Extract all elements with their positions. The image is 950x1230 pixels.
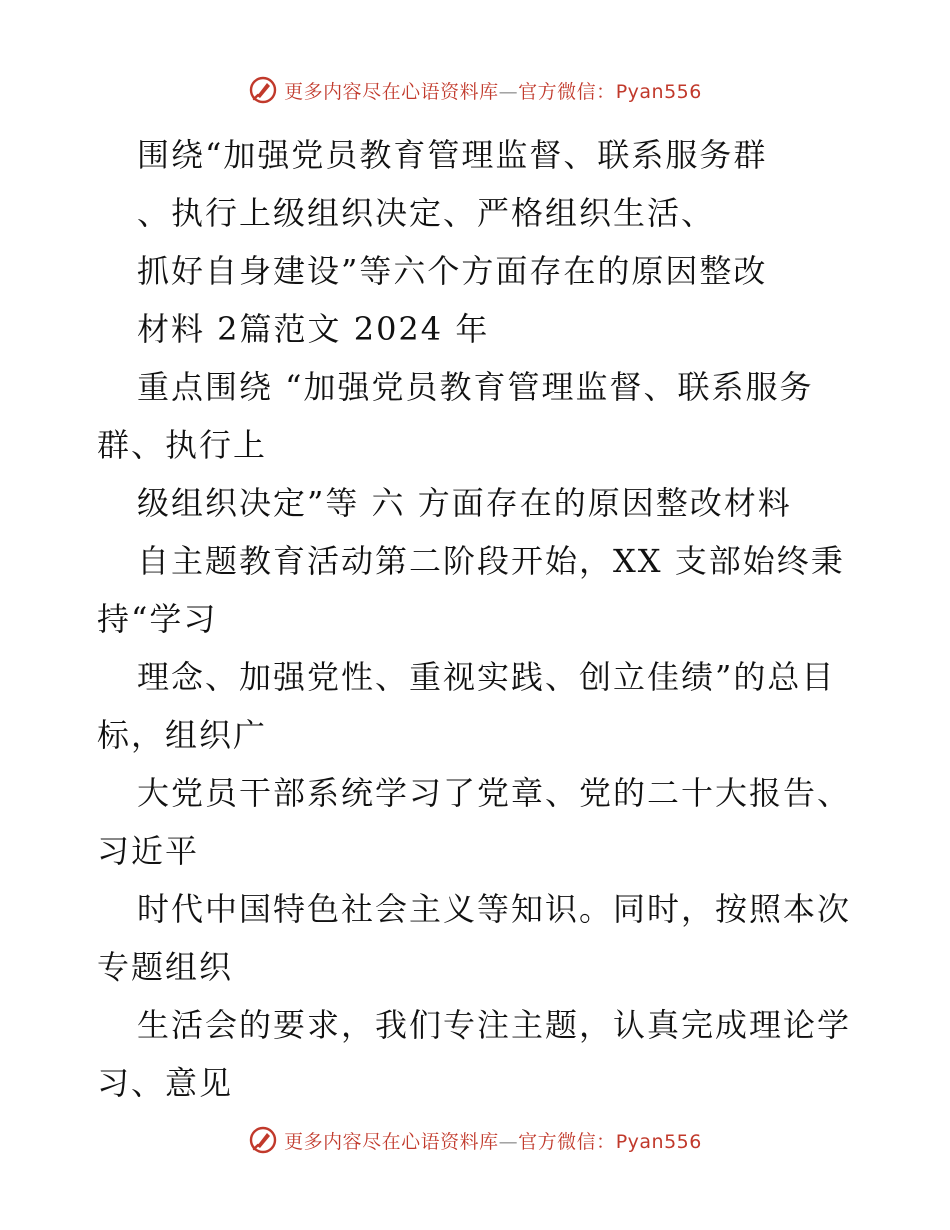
text-line: 群、执行上: [97, 426, 268, 464]
pen-nib-logo-icon: [248, 1125, 278, 1155]
header-watermark-banner: [0, 72, 950, 108]
text-line: 重点围绕 “加强党员教育管理监督、联系服务: [137, 368, 814, 406]
text-line: 生活会的要求，我们专注主题，认真完成理论学: [137, 1006, 852, 1044]
banner-text: [284, 1127, 702, 1154]
text-line: 抓好自身建设”等六个方面存在的原因整改: [137, 252, 768, 290]
text-line: 自主题教育活动第二阶段开始，XX 支部始终秉: [137, 542, 845, 580]
text-line: 围绕“加强党员教育管理监督、联系服务群: [137, 136, 768, 174]
banner-separator: —: [498, 1130, 519, 1153]
text-line: 持“学习: [97, 600, 218, 638]
text-line: 专题组织: [97, 948, 234, 986]
banner-wechat-handle: Pyan556: [615, 80, 702, 103]
text-line: 时代中国特色社会主义等知识。同时，按照本次: [137, 890, 852, 928]
banner-wechat-label: 官方微信：: [518, 1130, 616, 1153]
banner-text: [284, 77, 702, 104]
text-line: 、执行上级组织决定、严格组织生活、: [137, 194, 716, 232]
text-line: 习、意见: [97, 1064, 234, 1102]
text-line: 理念、加强党性、重视实践、创立佳绩”的总目: [137, 658, 836, 696]
footer-watermark-banner: [0, 1122, 950, 1158]
banner-wechat-handle: Pyan556: [615, 1130, 702, 1153]
banner-wechat-label: 官方微信：: [518, 80, 616, 103]
text-line: 标，组织广: [97, 716, 268, 754]
text-line: 习近平: [97, 832, 200, 870]
banner-separator: —: [498, 80, 519, 103]
banner-main-text: 更多内容尽在心语资料库: [284, 1130, 499, 1153]
text-line: 材料 2篇范文 2024 年: [137, 310, 490, 348]
pen-nib-logo-icon: [248, 75, 278, 105]
document-body: [97, 126, 857, 1112]
banner-main-text: 更多内容尽在心语资料库: [284, 80, 499, 103]
text-line: 大党员干部系统学习了党章、党的二十大报告、: [137, 774, 852, 812]
text-line: 级组织决定”等 六 方面存在的原因整改材料: [137, 484, 792, 522]
